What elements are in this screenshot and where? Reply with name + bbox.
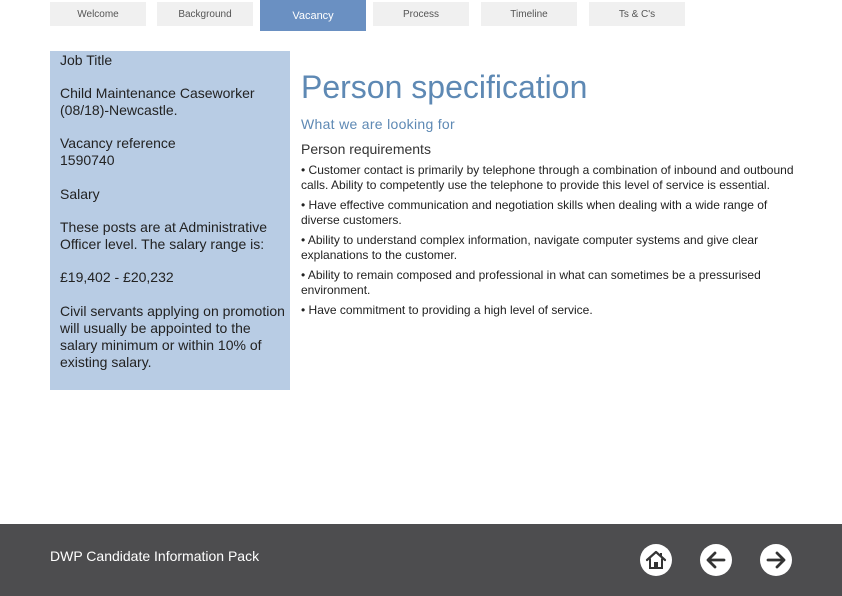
salary-text: These posts are at Administrative Officer level. The salary range is: (60, 219, 267, 252)
tab-vacancy[interactable]: Vacancy (260, 0, 366, 31)
salary-heading: Salary (60, 186, 100, 202)
tab-background[interactable]: Background (157, 2, 253, 26)
list-item: • Have effective communication and negotiation skills when dealing with a wide range of diverse customers. (301, 198, 768, 227)
tab-timeline[interactable]: Timeline (481, 2, 577, 26)
job-title-value: Child Maintenance Caseworker (08/18)-Newcastle. (60, 85, 255, 118)
vacancy-ref-heading: Vacancy reference (60, 135, 176, 151)
tab-bar (0, 0, 842, 32)
forward-button[interactable] (760, 544, 792, 576)
footer-bar (0, 524, 842, 596)
list-item: • Ability to remain composed and professional in what can sometimes be a pressurised environment. (301, 268, 761, 297)
tab-process[interactable]: Process (373, 2, 469, 26)
back-button[interactable] (700, 544, 732, 576)
tab-ts-cs[interactable]: Ts & C's (589, 2, 685, 26)
list-item: • Have commitment to providing a high level of service. (301, 303, 593, 317)
footer-title: DWP Candidate Information Pack (50, 548, 260, 564)
home-button[interactable] (640, 544, 672, 576)
list-item: • Customer contact is primarily by telephone through a combination of inbound and outbound calls. Ability to competently use the telephone to provide this level of service is essential. (301, 163, 794, 192)
vacancy-ref-value: 1590740 (60, 152, 115, 168)
job-summary-panel (50, 51, 290, 390)
tab-welcome[interactable]: Welcome (50, 2, 146, 26)
job-title-heading: Job Title (60, 52, 113, 68)
salary-range: £19,402 - £20,232 (60, 269, 174, 285)
page-subtitle: What we are looking for (301, 116, 455, 132)
promotion-text: Civil servants applying on promotion will usually be appointed to the salary minimum or within 10% of existing salary. (60, 303, 285, 370)
requirements-heading: Person requirements (301, 141, 431, 157)
arrow-left-icon (700, 544, 732, 576)
page-title: Person specification (301, 69, 588, 105)
arrow-right-icon (760, 544, 792, 576)
home-icon (640, 544, 672, 576)
list-item: • Ability to understand complex information, navigate computer systems and give clear explanations to the customer. (301, 233, 759, 262)
requirements-list (301, 163, 796, 323)
